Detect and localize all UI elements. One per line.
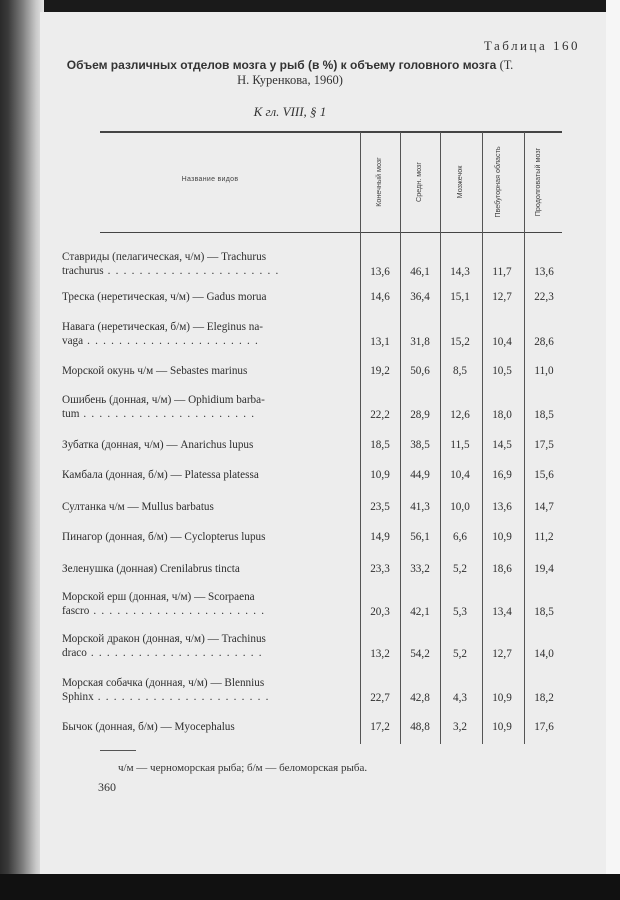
table-header-rule (100, 232, 562, 233)
value-cell: 10,4 (450, 469, 470, 481)
species-name-line1: Ошибень (донная, ч/м) — Ophidium barba- (62, 394, 265, 406)
table-row (62, 632, 560, 662)
value-cell: 6,6 (453, 531, 467, 543)
value-cell: 42,8 (410, 692, 430, 704)
value-cell: 13,1 (370, 336, 390, 348)
value-cell: 13,4 (492, 606, 512, 618)
value-cell: 17,2 (370, 721, 390, 733)
species-name-line2 (62, 646, 320, 660)
table-row (62, 364, 560, 380)
species-name (62, 590, 320, 618)
leader-dots: . . . . . . . . . . . . . . . . . . . . . . (89, 605, 266, 617)
species-name-line2 (62, 604, 320, 618)
species-name (62, 676, 320, 704)
table-row (62, 562, 560, 578)
footnote-rule (100, 750, 136, 751)
species-name-line1: Морской дракон (донная, ч/м) — Trachinus (62, 633, 266, 645)
species-name-continuation: fascro (62, 605, 90, 617)
value-cell: 50,6 (410, 365, 430, 377)
value-cell: 5,2 (453, 648, 467, 660)
value-cell: 18,5 (370, 439, 390, 451)
value-cell: 16,9 (492, 469, 512, 481)
value-cell: 22,7 (370, 692, 390, 704)
species-name-line2 (62, 690, 320, 704)
leader-dots: . . . . . . . . . . . . . . . . . . . . . . (103, 265, 280, 277)
species-name (62, 364, 320, 378)
value-cell: 13,6 (492, 501, 512, 513)
value-cell: 17,5 (534, 439, 554, 451)
value-cell: 31,8 (410, 336, 430, 348)
value-cell: 10,0 (450, 501, 470, 513)
value-cell: 10,9 (492, 692, 512, 704)
value-cell: 5,2 (453, 563, 467, 575)
title-text: Объем различных отделов мозга у рыб (в %) к объему головного мозга (66, 58, 497, 72)
column-header-cerebellum: Мозжечок (455, 165, 464, 199)
value-cell: 18,6 (492, 563, 512, 575)
table-title (60, 58, 520, 88)
value-cell: 14,5 (492, 439, 512, 451)
table-row (62, 500, 560, 516)
table-row (62, 290, 560, 306)
value-cell: 48,8 (410, 721, 430, 733)
column-header-medulla: Продолговатый мозг (533, 147, 542, 217)
value-cell: 11,7 (492, 266, 512, 278)
value-cell: 17,6 (534, 721, 554, 733)
species-name-line1: Зеленушка (донная) Crenilabrus tincta (62, 563, 240, 575)
value-cell: 33,2 (410, 563, 430, 575)
species-name-line2 (62, 334, 320, 348)
value-cell: 18,5 (534, 606, 554, 618)
value-cell: 28,6 (534, 336, 554, 348)
value-cell: 23,3 (370, 563, 390, 575)
column-header-forebrain: Конечный мозг (374, 157, 383, 207)
value-cell: 19,2 (370, 365, 390, 377)
table-top-rule (100, 131, 562, 133)
value-cell: 11,2 (534, 531, 554, 543)
species-name-continuation: vaga (62, 335, 84, 347)
value-cell: 10,9 (492, 531, 512, 543)
table-label: Таблица 160 (483, 38, 580, 53)
leader-dots: . . . . . . . . . . . . . . . . . . . . . . (86, 647, 263, 659)
value-cell: 11,0 (534, 365, 554, 377)
species-name (62, 562, 320, 576)
value-cell: 18,0 (492, 409, 512, 421)
value-cell: 18,2 (534, 692, 554, 704)
title-source: (Т. Н. Куренкова, 1960) (237, 58, 514, 87)
species-name (62, 250, 320, 278)
table-row (62, 530, 560, 546)
value-cell: 54,2 (410, 648, 430, 660)
species-name (62, 632, 320, 660)
leader-dots: . . . . . . . . . . . . . . . . . . . . . . (79, 408, 256, 420)
species-name-line1: Морской ерш (донная, ч/м) — Scorpaena (62, 591, 255, 603)
table-row (62, 720, 560, 736)
footnote: ч/м — черноморская рыба; б/м — беломорская рыба. (118, 762, 368, 774)
table-row (62, 320, 560, 350)
value-cell: 13,6 (370, 266, 390, 278)
column-header-name: Название видов (181, 176, 239, 183)
value-cell: 13,6 (534, 266, 554, 278)
value-cell: 14,0 (534, 648, 554, 660)
species-name-continuation: tum (62, 408, 80, 420)
species-name-line1: Султанка ч/м — Mullus barbatus (62, 501, 214, 513)
value-cell: 15,2 (450, 336, 470, 348)
value-cell: 4,3 (453, 692, 467, 704)
species-name-continuation: trachurus (62, 265, 104, 277)
value-cell: 12,6 (450, 409, 470, 421)
value-cell: 5,3 (453, 606, 467, 618)
table-row (62, 590, 560, 620)
value-cell: 46,1 (410, 266, 430, 278)
value-cell: 41,3 (410, 501, 430, 513)
value-cell: 14,7 (534, 501, 554, 513)
species-name-line1: Зубатка (донная, ч/м) — Anarichus lupus (62, 439, 254, 451)
column-header-midbrain: Средн. мозг (414, 162, 423, 202)
table-row (62, 250, 560, 280)
species-name (62, 468, 320, 482)
value-cell: 15,1 (450, 291, 470, 303)
value-cell: 22,3 (534, 291, 554, 303)
value-cell: 23,5 (370, 501, 390, 513)
book-spine-shadow (0, 0, 44, 900)
species-name (62, 320, 320, 348)
value-cell: 11,5 (450, 439, 470, 451)
species-name-continuation: Sphinx (62, 691, 94, 703)
leader-dots: . . . . . . . . . . . . . . . . . . . . . . (93, 691, 270, 703)
chapter-reference: К гл. VIII, § 1 (253, 104, 327, 119)
value-cell: 13,2 (370, 648, 390, 660)
species-name-line1: Морская собачка (донная, ч/м) — Blennius (62, 677, 265, 689)
species-name (62, 438, 320, 452)
scan-bottom-border (0, 874, 620, 900)
species-name-line1: Морской окунь ч/м — Sebastes marinus (62, 365, 248, 377)
value-cell: 10,9 (370, 469, 390, 481)
value-cell: 42,1 (410, 606, 430, 618)
species-name-line1: Бычок (донная, б/м) — Myocephalus (62, 721, 235, 733)
value-cell: 44,9 (410, 469, 430, 481)
species-name-line2 (62, 264, 320, 278)
species-name-line1: Навага (неретическая, б/м) — Eleginus na- (62, 321, 264, 333)
species-name-line1: Треска (неретическая, ч/м) — Gadus morua (62, 291, 267, 303)
species-name-continuation: draco (62, 647, 87, 659)
species-name (62, 393, 320, 421)
species-name-line1: Ставриды (пелагическая, ч/м) — Trachurus (62, 251, 267, 263)
column-header-hypothalamus: Пвебугорная область (493, 146, 502, 218)
value-cell: 28,9 (410, 409, 430, 421)
table-row (62, 438, 560, 454)
page-number: 360 (98, 780, 116, 794)
value-cell: 19,4 (534, 563, 554, 575)
species-name-line2 (62, 407, 320, 421)
table-row (62, 393, 560, 423)
value-cell: 14,3 (450, 266, 470, 278)
value-cell: 14,9 (370, 531, 390, 543)
value-cell: 10,4 (492, 336, 512, 348)
value-cell: 14,6 (370, 291, 390, 303)
value-cell: 20,3 (370, 606, 390, 618)
species-name-line1: Пинагор (донная, б/м) — Cyclopterus lupus (62, 531, 266, 543)
value-cell: 56,1 (410, 531, 430, 543)
value-cell: 36,4 (410, 291, 430, 303)
value-cell: 22,2 (370, 409, 390, 421)
species-name-line1: Камбала (донная, б/м) — Platessa platessa (62, 469, 259, 481)
table-row (62, 468, 560, 484)
value-cell: 15,6 (534, 469, 554, 481)
species-name (62, 290, 320, 304)
species-name (62, 720, 320, 734)
value-cell: 8,5 (453, 365, 467, 377)
value-cell: 10,9 (492, 721, 512, 733)
value-cell: 12,7 (492, 291, 512, 303)
leader-dots: . . . . . . . . . . . . . . . . . . . . . . (83, 335, 259, 347)
species-name (62, 530, 320, 544)
value-cell: 10,5 (492, 365, 512, 377)
species-name (62, 500, 320, 514)
value-cell: 12,7 (492, 648, 512, 660)
page-edge (606, 0, 620, 900)
table-row (62, 676, 560, 706)
value-cell: 3,2 (453, 721, 467, 733)
value-cell: 18,5 (534, 409, 554, 421)
value-cell: 38,5 (410, 439, 430, 451)
